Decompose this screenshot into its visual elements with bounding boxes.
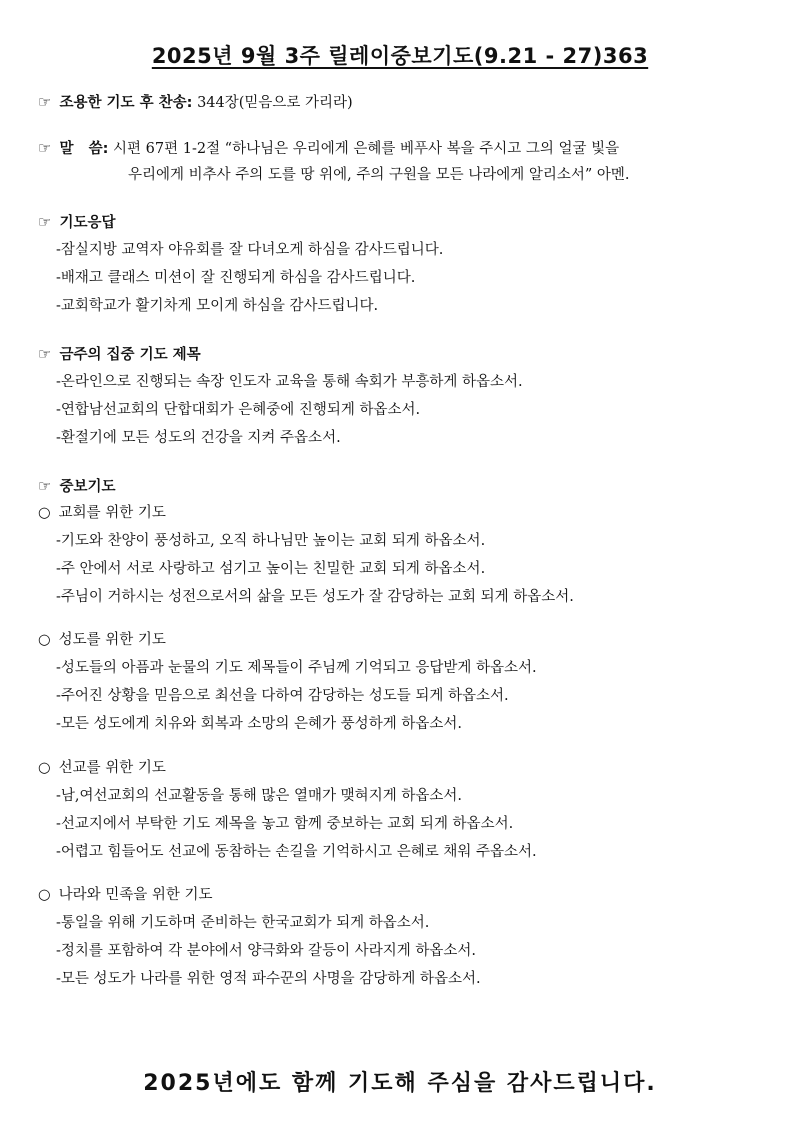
scripture-text-line1: 시편 67편 1-2절 “하나님은 우리에게 은혜를 베푸사 복을 주시고 그의 얼굴 빛을	[113, 141, 620, 157]
list-item: -모든 성도가 나라를 위한 영적 파수꾼의 사명을 감당하게 하옵소서.	[56, 971, 481, 987]
scripture-text-line2: 우리에게 비추사 주의 도를 땅 위에, 주의 구원을 모든 나라에게 알리소서” 아멘.	[128, 167, 630, 183]
list-item: -배재고 클래스 미션이 잘 진행되게 하심을 감사드립니다.	[56, 270, 416, 286]
list-item: -정치를 포함하여 각 분야에서 양극화와 갈등이 사라지게 하옵소서.	[56, 943, 476, 959]
prayer-group-title-text: 나라와 민족을 위한 기도	[58, 887, 213, 903]
prayer-group-title	[38, 758, 166, 778]
list-item: -기도와 찬양이 풍성하고, 오직 하나님만 높이는 교회 되게 하옵소서.	[56, 533, 486, 549]
list-item: -교회학교가 활기차게 모이게 하심을 감사드립니다.	[56, 298, 379, 314]
prayer-group-title	[38, 503, 166, 523]
prayer-group-title-text: 선교를 위한 기도	[58, 760, 166, 776]
list-item: -잠실지방 교역자 야유회를 잘 다녀오게 하심을 감사드립니다.	[56, 242, 444, 258]
answers-heading	[38, 212, 115, 233]
pointing-hand-icon: ☞	[38, 139, 52, 157]
pointing-hand-icon: ☞	[38, 93, 52, 111]
list-item: -연합남선교회의 단합대회가 은혜중에 진행되게 하옵소서.	[56, 402, 421, 418]
circle-bullet-icon: ○	[38, 632, 51, 648]
circle-bullet-icon: ○	[38, 760, 51, 776]
prayer-group-title	[38, 630, 166, 650]
prayer-group-title	[38, 885, 213, 905]
page-title-text: 2025년 9월 3주 릴레이중보기도(9.21 - 27)363	[151, 44, 649, 68]
list-item: -통일을 위해 기도하며 준비하는 한국교회가 되게 하옵소서.	[56, 915, 430, 931]
page-title	[0, 40, 800, 70]
intercession-heading-text: 중보기도	[59, 479, 116, 495]
list-item: -환절기에 모든 성도의 건강을 지켜 주옵소서.	[56, 430, 341, 446]
list-item: -온라인으로 진행되는 속장 인도자 교육을 통해 속회가 부흥하게 하옵소서.	[56, 374, 523, 390]
pointing-hand-icon: ☞	[38, 213, 52, 231]
intercession-heading	[38, 476, 115, 497]
hymn-text: 344장(믿음으로 가리라)	[197, 95, 353, 111]
scripture-label: 말 씀:	[59, 141, 109, 157]
list-item: -주어진 상황을 믿음으로 최선을 다하여 감당하는 성도들 되게 하옵소서.	[56, 688, 509, 704]
hymn-label: 조용한 기도 후 찬송:	[59, 95, 193, 111]
answers-heading-text: 기도응답	[59, 215, 116, 231]
prayer-group-title-text: 성도를 위한 기도	[58, 632, 166, 648]
pointing-hand-icon: ☞	[38, 477, 52, 495]
list-item: -남,여선교회의 선교활동을 통해 많은 열매가 맺혀지게 하옵소서.	[56, 788, 462, 804]
list-item: -선교지에서 부탁한 기도 제목을 놓고 함께 중보하는 교회 되게 하옵소서.	[56, 816, 514, 832]
list-item: -주님이 거하시는 성전으로서의 삶을 모든 성도가 잘 감당하는 교회 되게 하옵소서.	[56, 589, 574, 605]
closing-message: 2025년에도 함께 기도해 주심을 감사드립니다.	[143, 1071, 657, 1096]
hymn-line	[38, 92, 353, 113]
pointing-hand-icon: ☞	[38, 345, 52, 363]
circle-bullet-icon: ○	[38, 505, 51, 521]
prayer-group-title-text: 교회를 위한 기도	[58, 505, 166, 521]
focus-heading-text: 금주의 집중 기도 제목	[59, 347, 201, 363]
scripture-line	[38, 138, 619, 159]
circle-bullet-icon: ○	[38, 887, 51, 903]
focus-heading	[38, 344, 201, 365]
list-item: -모든 성도에게 치유와 회복과 소망의 은혜가 풍성하게 하옵소서.	[56, 716, 462, 732]
list-item: -어렵고 힘들어도 선교에 동참하는 손길을 기억하시고 은혜로 채워 주옵소서.	[56, 844, 537, 860]
list-item: -성도들의 아픔과 눈물의 기도 제목들이 주님께 기억되고 응답받게 하옵소서.	[56, 660, 537, 676]
list-item: -주 안에서 서로 사랑하고 섬기고 높이는 친밀한 교회 되게 하옵소서.	[56, 561, 486, 577]
